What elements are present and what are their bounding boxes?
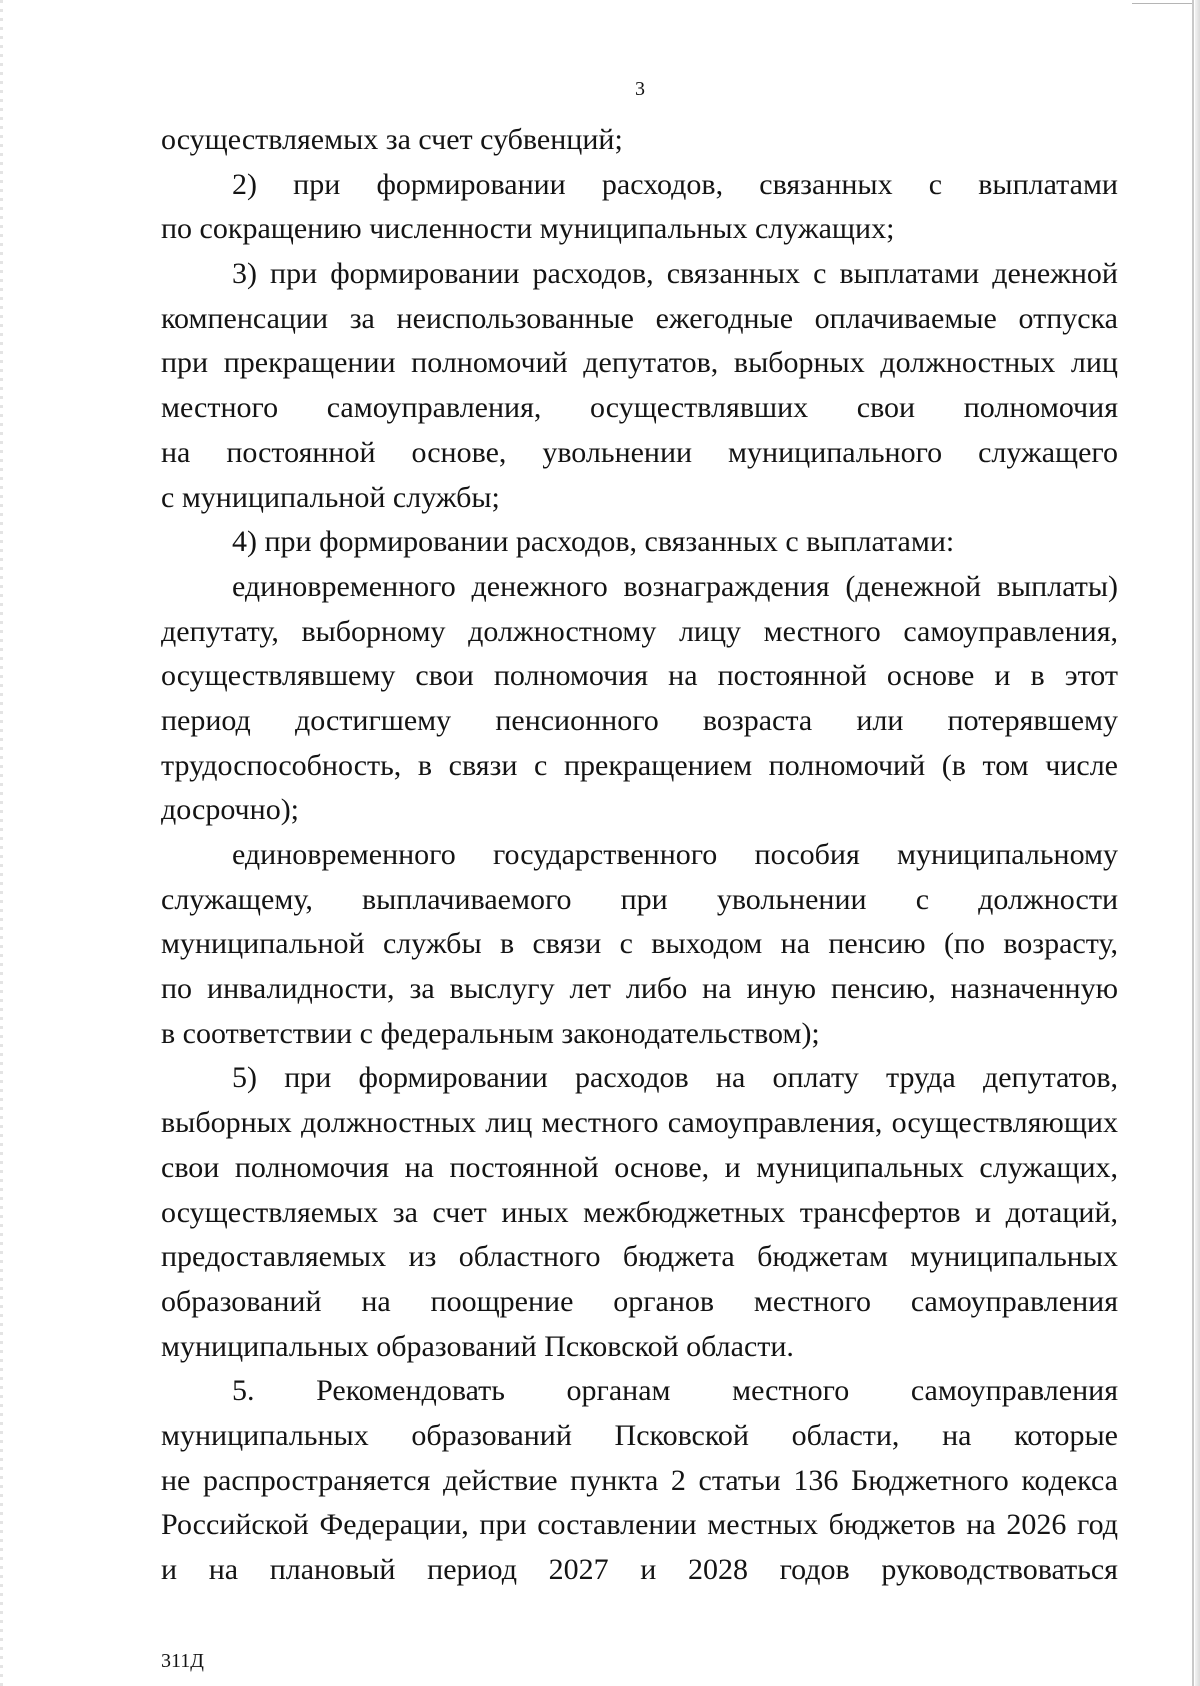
- footer-document-code: 311Д: [161, 1650, 204, 1672]
- text-line: Российской Федерации, при составлении местных бюджетов на 2026 год: [161, 1508, 1118, 1542]
- text-line: 4) при формировании расходов, связанных с выплатами:: [232, 525, 955, 559]
- body-text: [161, 118, 1118, 1593]
- text-line: муниципальной службы в связи с выходом на пенсию (по возрасту,: [161, 927, 1118, 961]
- text-line: компенсации за неиспользованные ежегодные оплачиваемые отпуска: [161, 301, 1118, 335]
- text-line: образований на поощрение органов местного самоуправления: [161, 1284, 1118, 1318]
- text-line: служащему, выплачиваемого при увольнении с должности: [161, 882, 1118, 916]
- text-line: не распространяется действие пункта 2 статьи 136 Бюджетного кодекса: [161, 1463, 1118, 1497]
- text-line: местного самоуправления, осуществлявших свои полномочия: [161, 391, 1118, 425]
- text-line: 5. Рекомендовать органам местного самоуправления: [232, 1374, 1118, 1408]
- text-line: осуществляемых за счет субвенций;: [161, 123, 623, 156]
- text-line: муниципальных образований Псковской области, на которые: [161, 1418, 1118, 1452]
- text-line: и на плановый период 2027 и 2028 годов руководствоваться: [161, 1553, 1118, 1586]
- text-line: по инвалидности, за выслугу лет либо на иную пенсию, назначенную: [161, 972, 1118, 1006]
- scan-edge-top-line: [1132, 3, 1192, 4]
- scan-edge-right-shadow: [1195, 0, 1200, 1686]
- text-line: 2) при формировании расходов, связанных с выплатами: [232, 167, 1118, 201]
- page-number: 3: [635, 78, 645, 100]
- text-line: период достигшему пенсионного возраста или потерявшему: [161, 703, 1118, 737]
- text-line: 3) при формировании расходов, связанных с выплатами денежной: [232, 257, 1118, 291]
- text-line: осуществлявшему свои полномочия на постоянной основе и в этот: [161, 659, 1118, 693]
- text-line: на постоянной основе, увольнении муниципального служащего: [161, 435, 1118, 469]
- text-line: 5) при формировании расходов на оплату труда депутатов,: [232, 1061, 1118, 1095]
- text-line: осуществляемых за счет иных межбюджетных трансфертов и дотаций,: [161, 1195, 1118, 1229]
- text-line: выборных должностных лиц местного самоуправления, осуществляющих: [161, 1106, 1118, 1140]
- text-line: в соответствии с федеральным законодательством);: [161, 1016, 820, 1050]
- text-line: предоставляемых из областного бюджета бюджетам муниципальных: [161, 1240, 1118, 1274]
- text-line: муниципальных образований Псковской области.: [161, 1329, 794, 1363]
- scan-edge-left: [0, 0, 3, 1686]
- text-line: при прекращении полномочий депутатов, выборных должностных лиц: [161, 346, 1118, 380]
- text-line: трудоспособность, в связи с прекращением полномочий (в том числе: [161, 748, 1118, 782]
- text-line: свои полномочия на постоянной основе, и муниципальных служащих,: [161, 1150, 1118, 1184]
- text-line: единовременного государственного пособия муниципальному: [232, 838, 1118, 871]
- text-line: досрочно);: [161, 793, 300, 827]
- text-line: с муниципальной службы;: [161, 480, 500, 514]
- text-line: по сокращению численности муниципальных служащих;: [161, 212, 895, 246]
- text-line: единовременного денежного вознаграждения (денежной выплаты): [232, 569, 1118, 603]
- text-line: депутату, выборному должностному лицу местного самоуправления,: [161, 614, 1118, 648]
- scan-edge-right-line: [1192, 0, 1194, 1686]
